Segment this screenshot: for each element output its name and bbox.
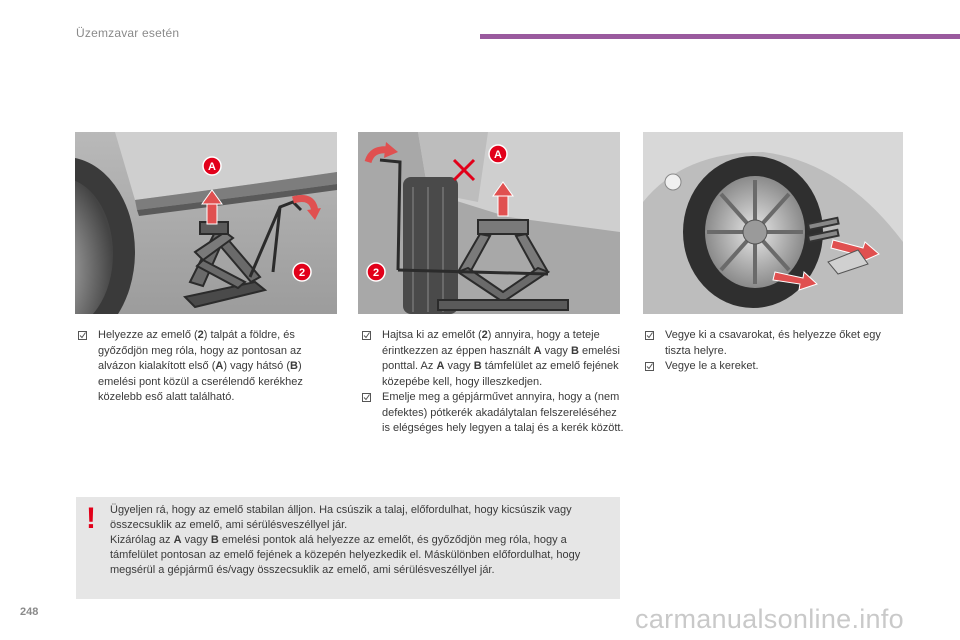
checkbox-icon: [645, 331, 654, 340]
label-2: 2: [372, 267, 380, 279]
checkbox-icon: [78, 331, 87, 340]
instruction-column-1: [78, 328, 340, 406]
label-2: 2: [298, 267, 306, 279]
warning-text: Ügyeljen rá, hogy az emelő stabilan álljon. Ha csúszik a talaj, előfordulhat, hogy kicsúszik vagy összecsuklik az emelő, ami sérülésveszéllyel jár. Kizárólag az A vagy B emelési pontok alá helyezze az emelőt, és győződjön meg róla, hogy a támfelület pontosan az emelő fejének a közepén helyezkedik el. Máskülönben előfordulhat, hogy megsérül a gépjármű és/vagy összecsuklik az emelő, ami sérülésveszéllyel jár.: [110, 504, 581, 576]
warning-icon: !: [86, 502, 96, 535]
instruction-column-3: [645, 328, 907, 375]
figure-jack-raising: [358, 132, 620, 314]
list-item: Helyezze az emelő (2) talpát a földre, és győződjön meg róla, hogy az pontosan az alvázon kialakított első (A) vagy hátsó (B) emelési pont közül a cserélendő kerékhez közelebb eső alatt található.: [78, 328, 340, 406]
label-a: A: [208, 161, 216, 173]
watermark: carmanualsonline.info: [635, 604, 904, 634]
figure-jack-placement: [75, 132, 337, 314]
label-a: A: [494, 149, 502, 161]
list-item: Hajtsa ki az emelőt (2) annyira, hogy a teteje érintkezzen az éppen használt A vagy B emelési ponttal. Az A vagy B támfelület az emelő fejének közepébe kell, hogy illeszkedjen.: [362, 328, 624, 390]
instruction-column-2: [362, 328, 624, 437]
list-item: Vegye le a kereket.: [645, 359, 907, 375]
checkbox-icon: [645, 362, 654, 371]
section-title: Üzemzavar esetén: [76, 26, 180, 40]
checkbox-icon: [362, 393, 371, 402]
page-number: 248: [20, 606, 39, 618]
figure-wheel-removal: [643, 132, 903, 314]
list-item: Vegye ki a csavarokat, és helyezze őket egy tiszta helyre.: [645, 328, 907, 359]
header-accent-bar: [480, 34, 960, 39]
list-item: Emelje meg a gépjárművet annyira, hogy a (nem defektes) pótkerék akadálytalan felszereléséhez is elégséges hely legyen a talaj és a kerék között.: [362, 390, 624, 437]
warning-box: [76, 497, 620, 599]
checkbox-icon: [362, 331, 371, 340]
